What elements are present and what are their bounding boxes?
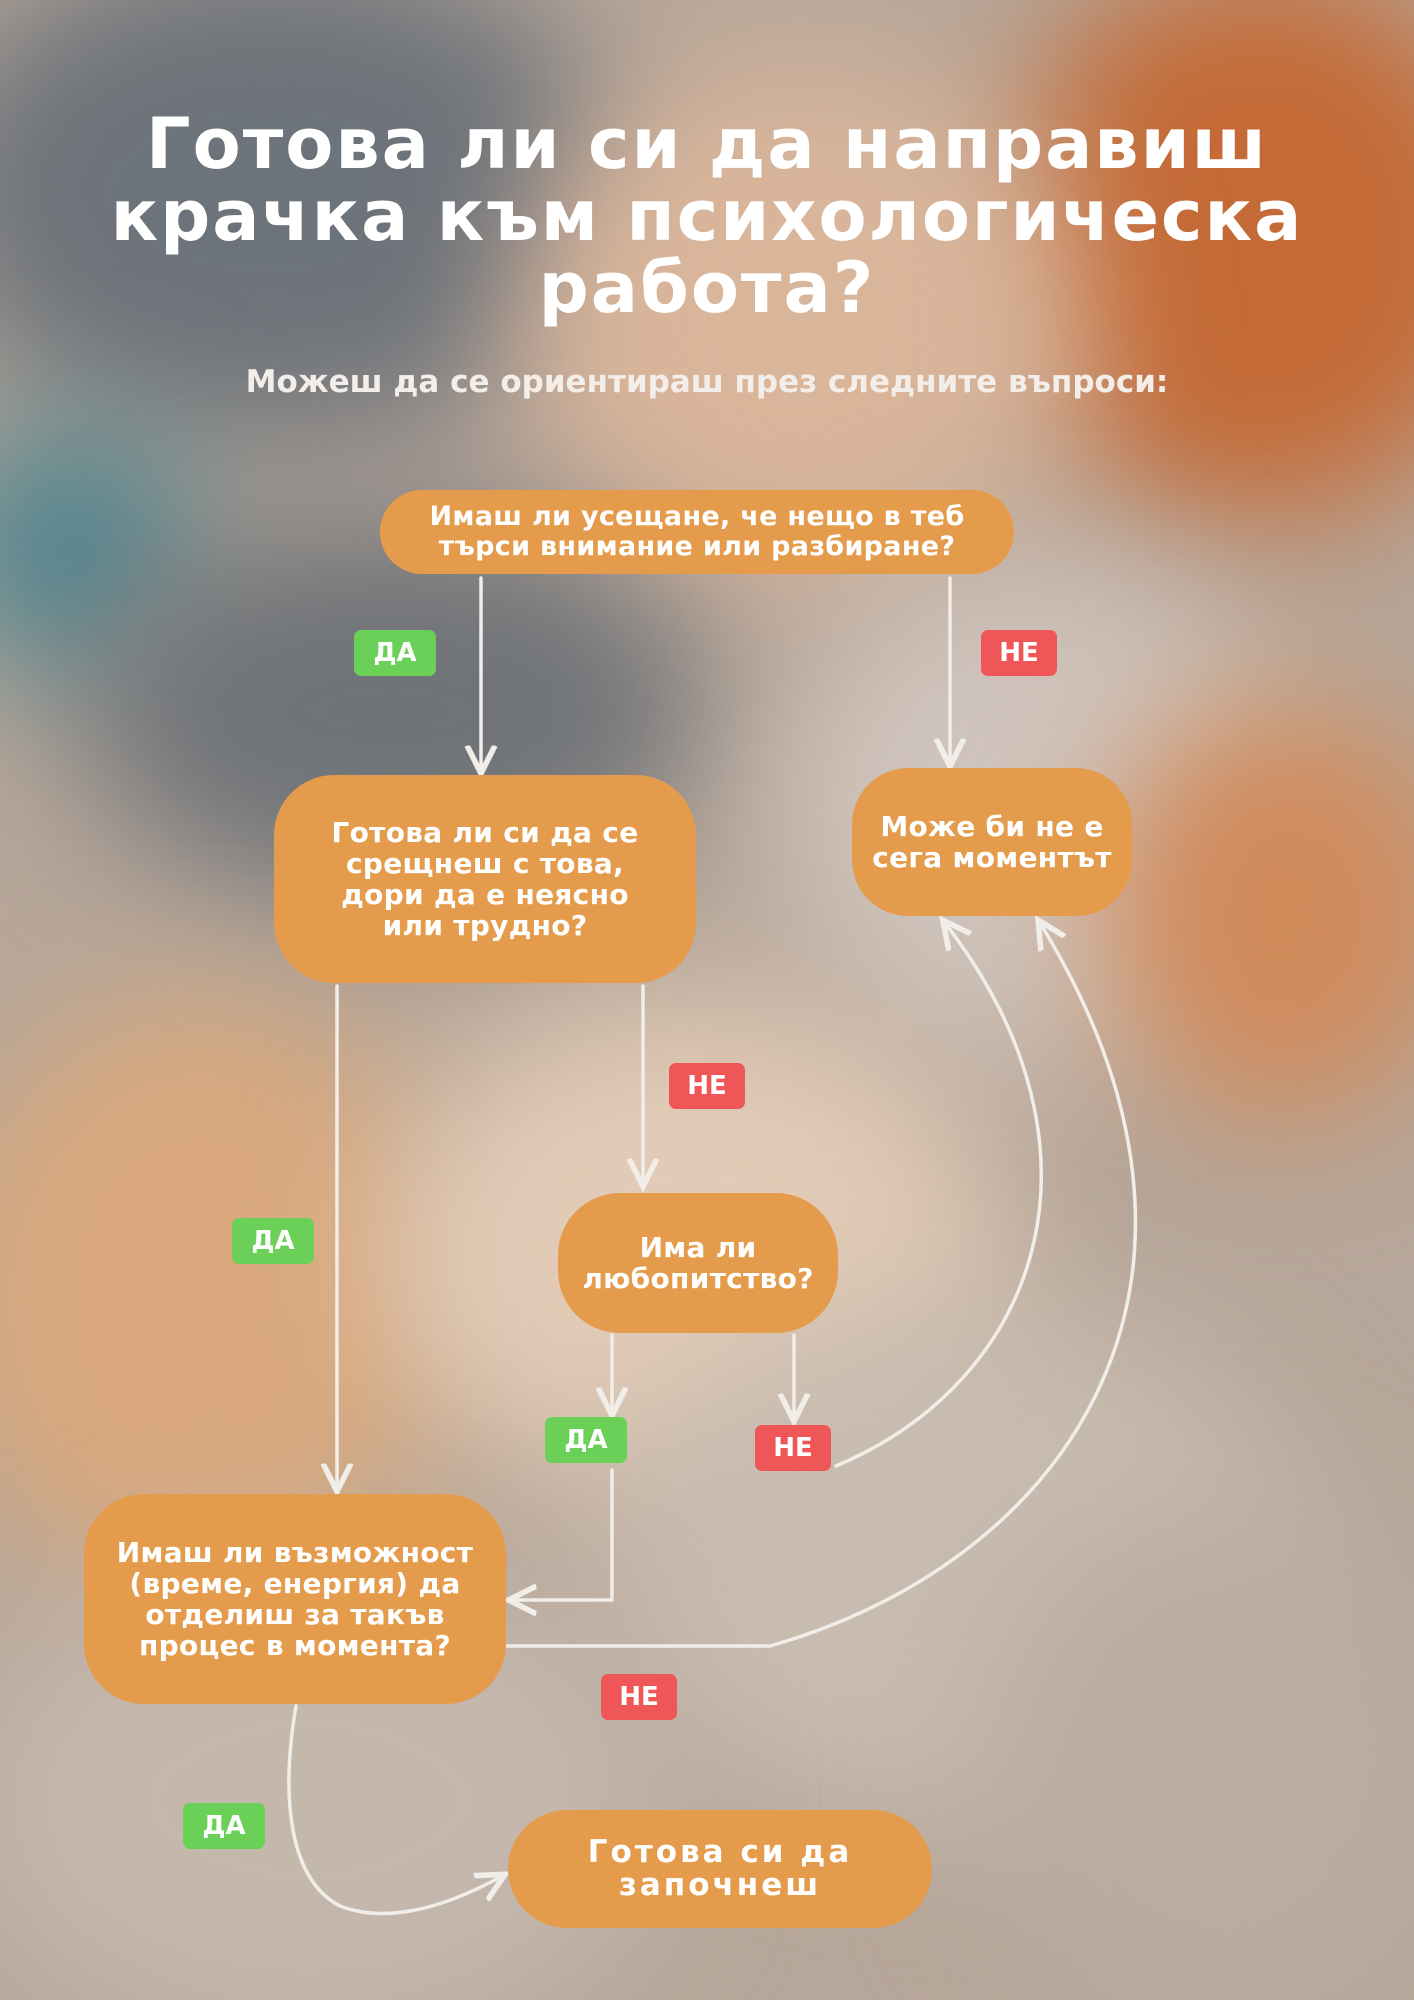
no-badge: НЕ [981, 630, 1057, 676]
question-4-node: Имаш ли възможност (време, енергия) да отделиш за такъв процес в момента? [84, 1494, 506, 1704]
yes-badge: ДА [232, 1218, 314, 1264]
page-subtitle: Можеш да се ориентираш през следните въпроси: [245, 364, 1169, 400]
no-badge: НЕ [669, 1063, 745, 1109]
arrow-q3-no-to-not-now [836, 923, 1041, 1466]
question-1-node: Имаш ли усещане, че нещо в теб търси внимание или разбиране? [380, 490, 1014, 574]
ready-node: Готова си да започнеш [508, 1810, 932, 1928]
question-3-node: Има ли любопитство? [558, 1193, 838, 1333]
question-2-node: Готова ли си да се срещнеш с това, дори да е неясно или трудно? [274, 775, 696, 983]
no-badge: НЕ [601, 1674, 677, 1720]
yes-badge: ДА [183, 1803, 265, 1849]
yes-badge: ДА [354, 630, 436, 676]
yes-badge: ДА [545, 1417, 627, 1463]
arrow-q4-yes-to-ready [289, 1706, 502, 1913]
no-badge: НЕ [755, 1425, 831, 1471]
not-now-node: Може би не е сега моментът [852, 768, 1132, 916]
arrow-q3-yes-to-q4 [512, 1470, 612, 1600]
page-title: Готова ли си да направиш крачка към психологическа работа? [110, 103, 1304, 329]
